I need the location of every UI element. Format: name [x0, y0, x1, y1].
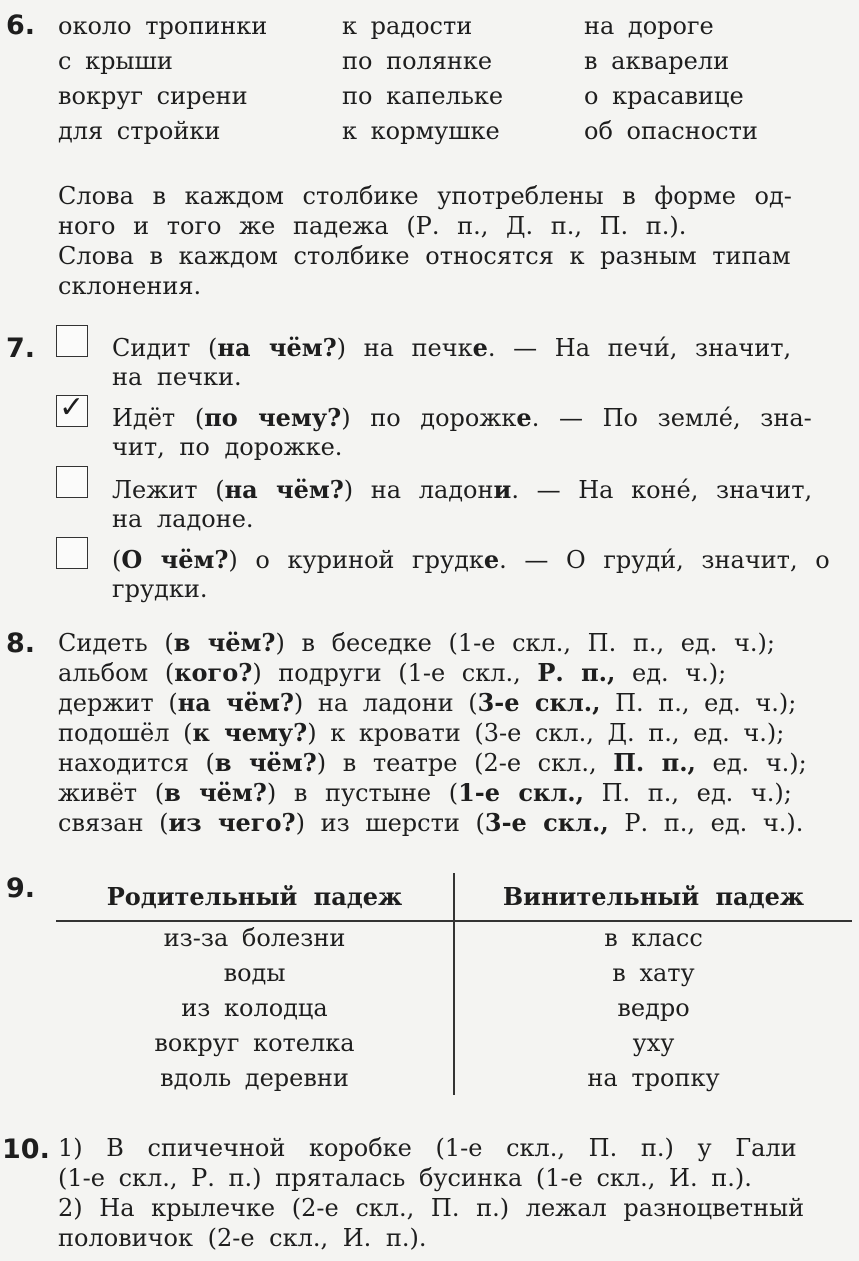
bold-run: 3-е скл.,	[477, 688, 601, 717]
ex8-line-3	[58, 688, 796, 717]
exercise-10-number: 10.	[2, 1134, 50, 1165]
text-run: ) к кровати (3-е скл., Д. п., ед. ч.);	[307, 719, 785, 747]
col2-row3: по капельке	[342, 82, 504, 110]
exercise-9-number: 9.	[6, 873, 36, 904]
ex10-line-4: половичок (2-е скл., И. п.).	[58, 1224, 427, 1252]
col1-row2: с крыши	[58, 47, 173, 75]
text-run: ) в театре (2-е скл.,	[316, 749, 614, 777]
accusative-cell: в класс	[604, 924, 703, 952]
ex8-line-6	[58, 778, 792, 807]
accusative-cell: на тропку	[587, 1064, 720, 1092]
accusative-cell: уху	[632, 1029, 675, 1057]
item-3-line-1: Лежит (на чём?) на ладони. — На коне́, значит,	[112, 475, 813, 504]
text-run: ед. ч.);	[695, 749, 807, 777]
col3-row2: в акварели	[584, 47, 730, 75]
bold-run: к чему?	[192, 718, 308, 747]
col1-row1: около тропинки	[58, 12, 268, 40]
accusative-cell: ведро	[617, 994, 690, 1022]
item-1-line-2: на печки.	[112, 363, 242, 391]
text-run: находится (	[58, 749, 215, 777]
bold-run: в чём?	[214, 748, 317, 777]
text-run: Р. п., ед. ч.).	[608, 809, 804, 837]
genitive-cell: вдоль деревни	[160, 1064, 349, 1092]
item-2-line-2: чит, по дорожке.	[112, 433, 343, 461]
item-1-line-1: Сидит (на чём?) на печке. — На печи́, значит,	[112, 333, 792, 362]
accusative-cell: в хату	[612, 959, 695, 987]
header-accusative: Винительный падеж	[502, 882, 805, 911]
bold-run: 1-е скл.,	[458, 778, 584, 807]
col1-row4: для стройки	[58, 117, 221, 145]
bold-run: 3-е скл.,	[484, 808, 609, 837]
ex10-line-1: 1) В спичечной коробке (1-е скл., П. п.) у Гали	[58, 1134, 797, 1162]
item-2-line-1: Идёт (по чему?) по дорожке. — По земле́, зна-	[112, 403, 812, 432]
text-run: ) подруги (1-е скл.,	[252, 659, 538, 687]
para-line-3: Слова в каждом столбике относятся к разным типам	[58, 242, 791, 270]
check-mark-icon: ✓	[59, 390, 85, 425]
ex8-line-7	[58, 808, 803, 837]
genitive-cell: вокруг котелка	[154, 1029, 355, 1057]
text-run: живёт (	[58, 779, 165, 807]
ex8-line-4	[58, 718, 784, 747]
text-run: держит (	[58, 689, 178, 717]
col3-row1: на дороге	[584, 12, 714, 40]
header-genitive: Родительный падеж	[106, 882, 403, 911]
bold-run: на чём?	[177, 688, 294, 717]
exercise-8-number: 8.	[6, 628, 36, 659]
checkbox-4[interactable]	[56, 537, 88, 569]
para-line-1: Слова в каждом столбике употреблены в форме од-	[58, 182, 792, 210]
genitive-cell: воды	[223, 959, 286, 987]
text-run: Сидеть (	[58, 629, 174, 657]
bold-run: из чего?	[168, 808, 296, 837]
text-run: связан (	[58, 809, 169, 837]
col2-row1: к радости	[342, 12, 473, 40]
ex10-line-3: 2) На крылечке (2-е скл., П. п.) лежал разноцветный	[58, 1194, 805, 1222]
text-run: П. п., ед. ч.);	[600, 689, 797, 717]
bold-run: в чём?	[164, 778, 267, 807]
text-run: П. п., ед. ч.);	[583, 779, 792, 807]
text-run: ) на ладони (	[293, 689, 478, 717]
col3-row3: о красавице	[584, 82, 744, 110]
checkbox-3[interactable]	[56, 466, 88, 498]
item-4-line-1: (О чём?) о куриной грудке. — О груди́, значит, о	[112, 545, 830, 574]
bold-run: П. п.,	[613, 748, 696, 777]
col2-row4: к кормушке	[342, 117, 500, 145]
text-run: альбом (	[58, 659, 175, 687]
genitive-cell: из-за болезни	[163, 924, 346, 952]
checkbox-2[interactable]	[56, 390, 88, 427]
text-run: ) в пустыне (	[266, 779, 459, 807]
col2-row2: по полянке	[342, 47, 493, 75]
text-run: ед. ч.);	[615, 659, 727, 687]
text-run: подошёл (	[58, 719, 193, 747]
exercise-6-number: 6.	[6, 10, 36, 41]
checkbox-1[interactable]	[56, 325, 88, 357]
ex8-line-5	[58, 748, 807, 777]
ex8-line-1	[58, 628, 775, 657]
exercise-7-number: 7.	[6, 333, 36, 364]
item-4-line-2: грудки.	[112, 575, 208, 603]
para-line-2: ного и того же падежа (Р. п., Д. п., П. п.).	[58, 212, 687, 240]
ex10-line-2: (1-е скл., Р. п.) пряталась бусинка (1-е скл., И. п.).	[58, 1164, 752, 1192]
genitive-cell: из колодца	[181, 994, 328, 1022]
item-3-line-2: на ладоне.	[112, 505, 254, 533]
col3-row4: об опасности	[584, 117, 758, 145]
para-line-4: склонения.	[58, 272, 202, 300]
bold-run: в чём?	[173, 628, 276, 657]
text-run: ) в беседке (1-е скл., П. п., ед. ч.);	[275, 629, 775, 657]
text-run: ) из шерсти (	[295, 809, 485, 837]
col1-row3: вокруг сирени	[58, 82, 248, 110]
bold-run: кого?	[174, 658, 253, 687]
bold-run: Р. п.,	[537, 658, 616, 687]
ex8-line-2	[58, 658, 726, 687]
